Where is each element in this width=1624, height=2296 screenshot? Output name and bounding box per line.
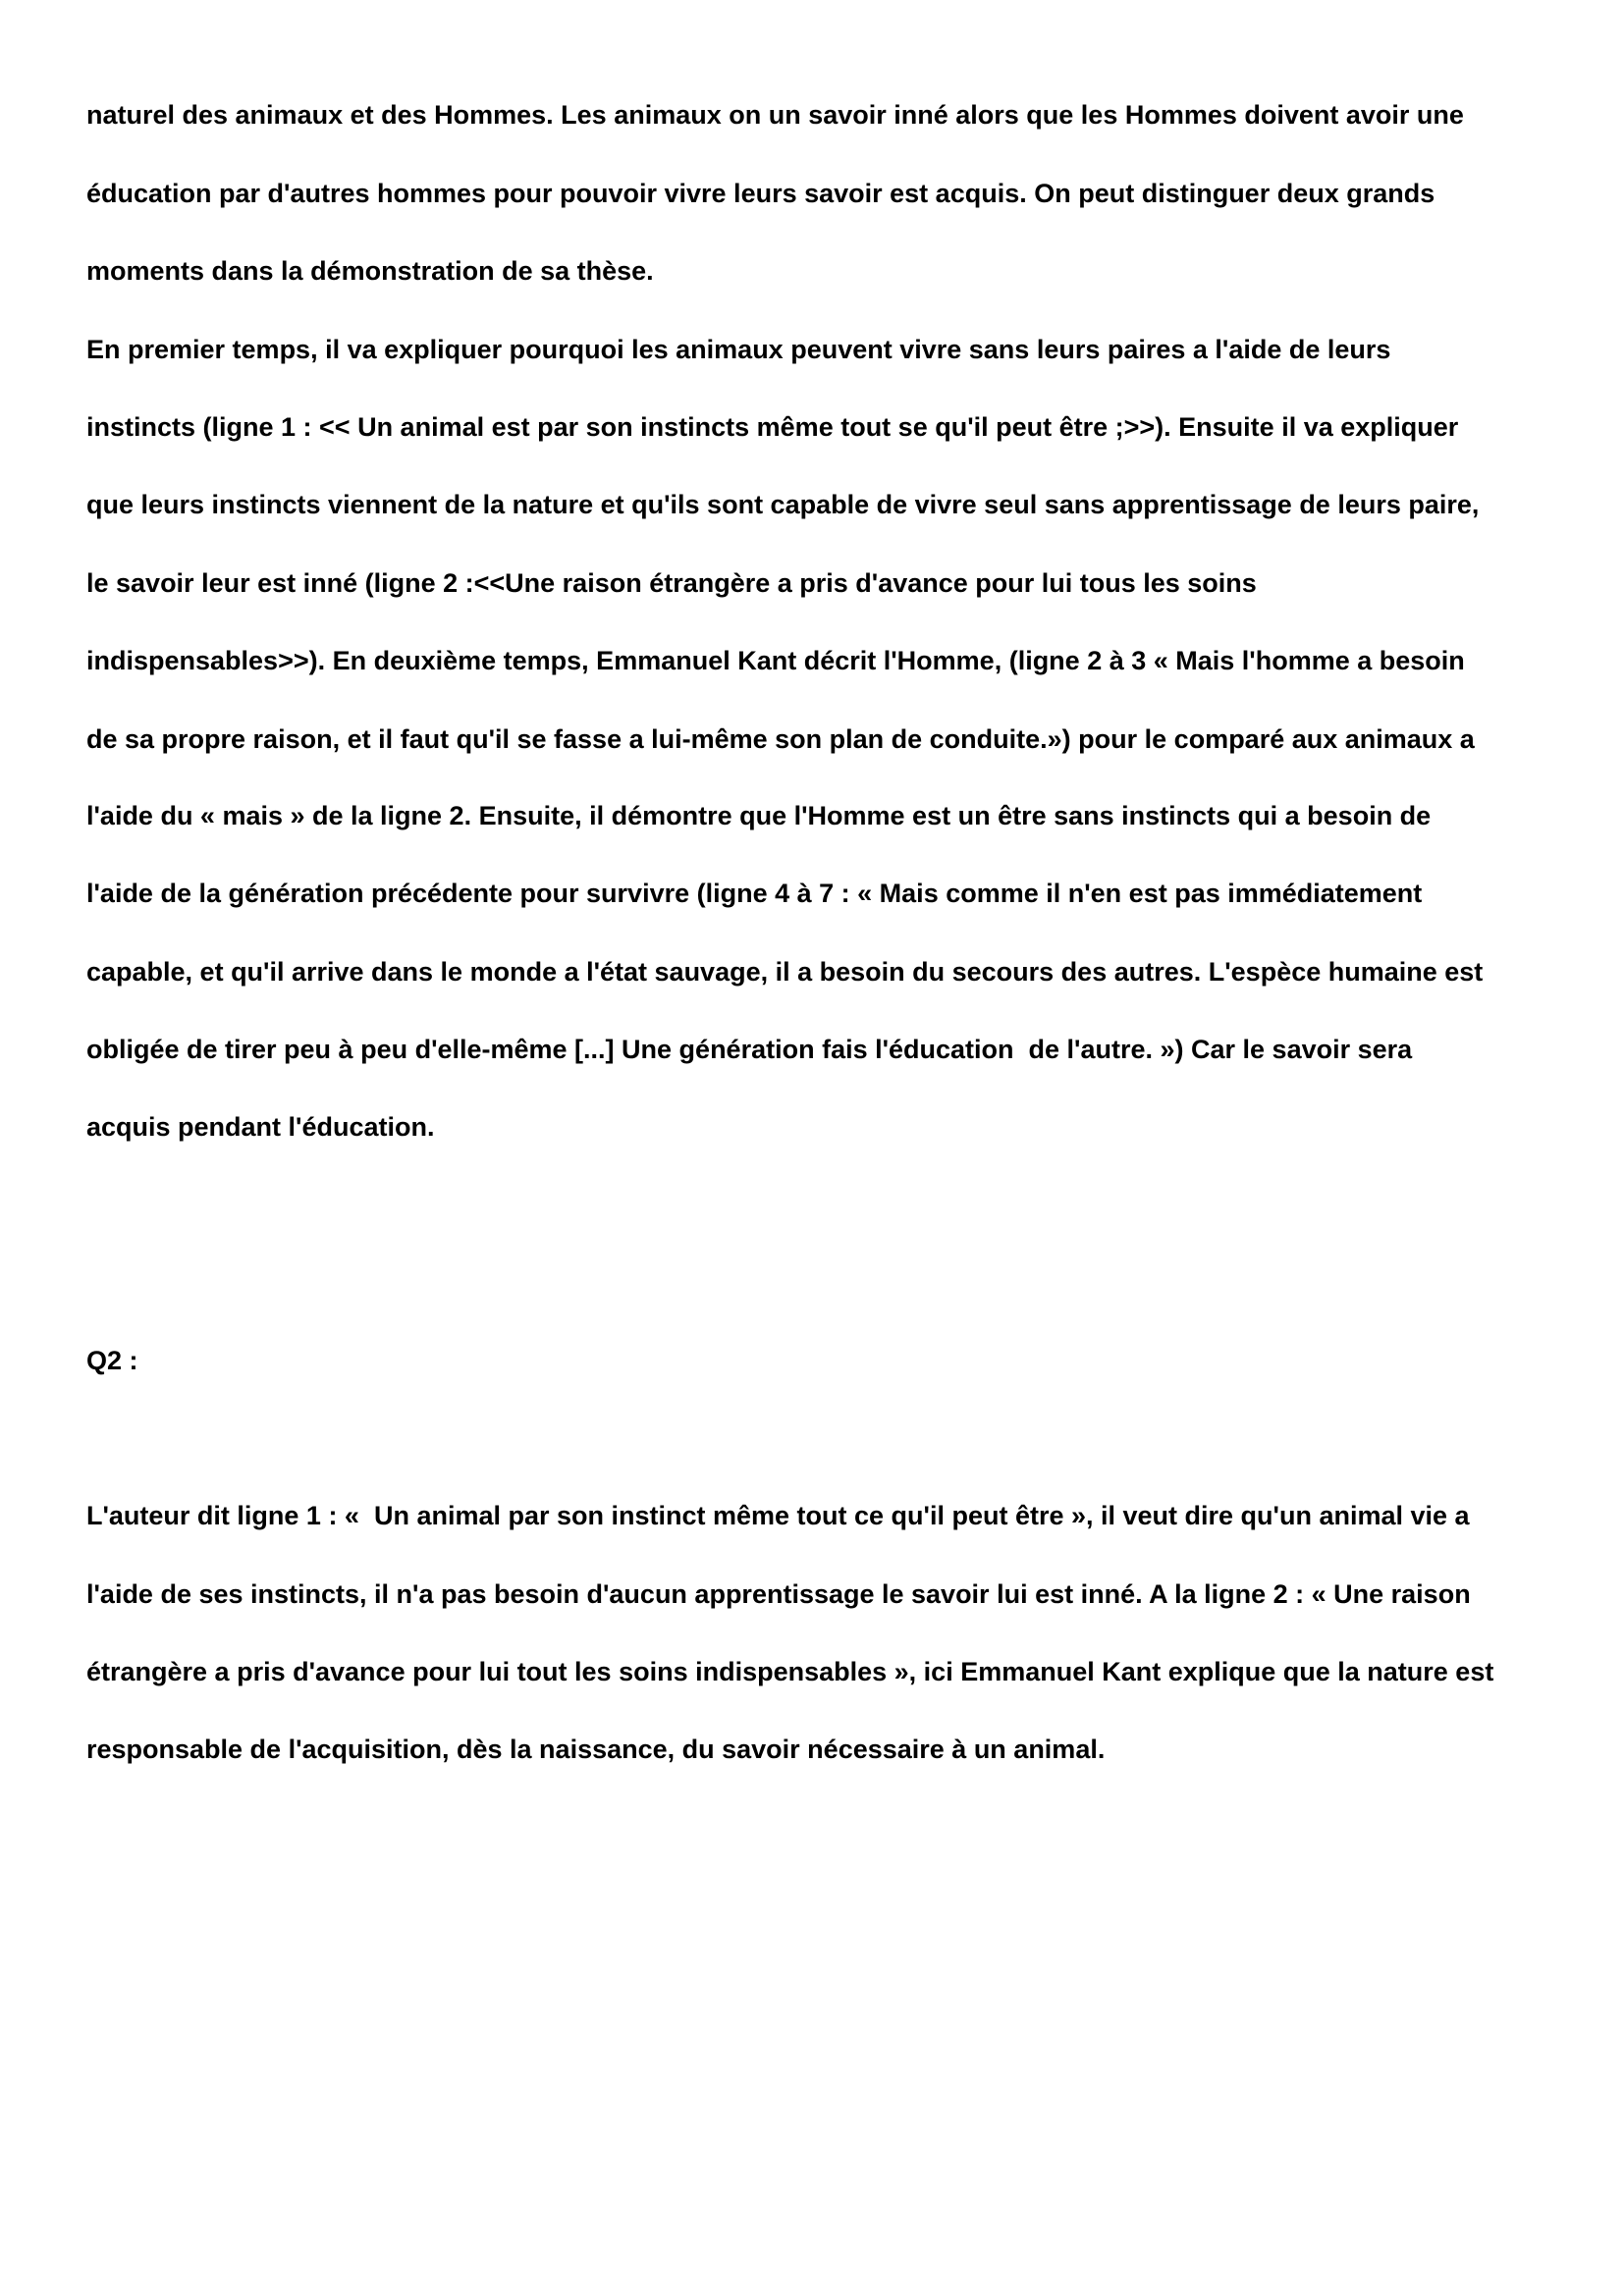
paragraph-3-line: L'auteur dit ligne 1 : « Un animal par son instinct même tout ce qu'il peut être », il veut dire qu'un animal vie a: [86, 1501, 1470, 1530]
paragraph-1-line: éducation par d'autres hommes pour pouvoir vivre leurs savoir est acquis. On peut distinguer deux grands: [86, 179, 1435, 208]
paragraph-1-line: moments dans la démonstration de sa thèse.: [86, 256, 654, 286]
paragraph-2-line: le savoir leur est inné (ligne 2 :<<Une raison étrangère a pris d'avance pour lui tous les soins: [86, 568, 1257, 598]
paragraph-2-line: instincts (ligne 1 : << Un animal est par son instincts même tout se qu'il peut être ;>>). Ensuite il va expliquer: [86, 412, 1459, 442]
section-heading-q2: Q2 :: [86, 1346, 138, 1375]
paragraph-2-line: l'aide du « mais » de la ligne 2. Ensuite, il démontre que l'Homme est un être sans instincts qui a besoin de: [86, 801, 1432, 830]
paragraph-2-line: indispensables>>). En deuxième temps, Emmanuel Kant décrit l'Homme, (ligne 2 à 3 « Mais l'homme a besoin: [86, 646, 1465, 675]
paragraph-2-line: capable, et qu'il arrive dans le monde a l'état sauvage, il a besoin du secours des autres. L'espèce humaine est: [86, 957, 1484, 987]
paragraph-2-line: obligée de tirer peu à peu d'elle-même [...] Une génération fais l'éducation de l'autre. ») Car le savoir sera: [86, 1035, 1413, 1064]
paragraph-2-line: l'aide de la génération précédente pour survivre (ligne 4 à 7 : « Mais comme il n'en est pas immédiatement: [86, 879, 1423, 908]
paragraph-2-line: acquis pendant l'éducation.: [86, 1112, 435, 1142]
paragraph-2-line: que leurs instincts viennent de la nature et qu'ils sont capable de vivre seul sans apprentissage de leurs paire,: [86, 490, 1480, 519]
paragraph-1-line: naturel des animaux et des Hommes. Les animaux on un savoir inné alors que les Hommes doivent avoir une: [86, 100, 1464, 130]
paragraph-2-line: de sa propre raison, et il faut qu'il se fasse a lui-même son plan de conduite.») pour le comparé aux animaux a: [86, 724, 1475, 754]
paragraph-3-line: responsable de l'acquisition, dès la naissance, du savoir nécessaire à un animal.: [86, 1735, 1106, 1764]
paragraph-3-line: l'aide de ses instincts, il n'a pas besoin d'aucun apprentissage le savoir lui est inné. A la ligne 2 : « Une raison: [86, 1579, 1471, 1609]
paragraph-3-line: étrangère a pris d'avance pour lui tout les soins indispensables », ici Emmanuel Kant explique que la nature est: [86, 1657, 1494, 1686]
paragraph-2-line: En premier temps, il va expliquer pourquoi les animaux peuvent vivre sans leurs paires a l'aide de leurs: [86, 335, 1391, 364]
